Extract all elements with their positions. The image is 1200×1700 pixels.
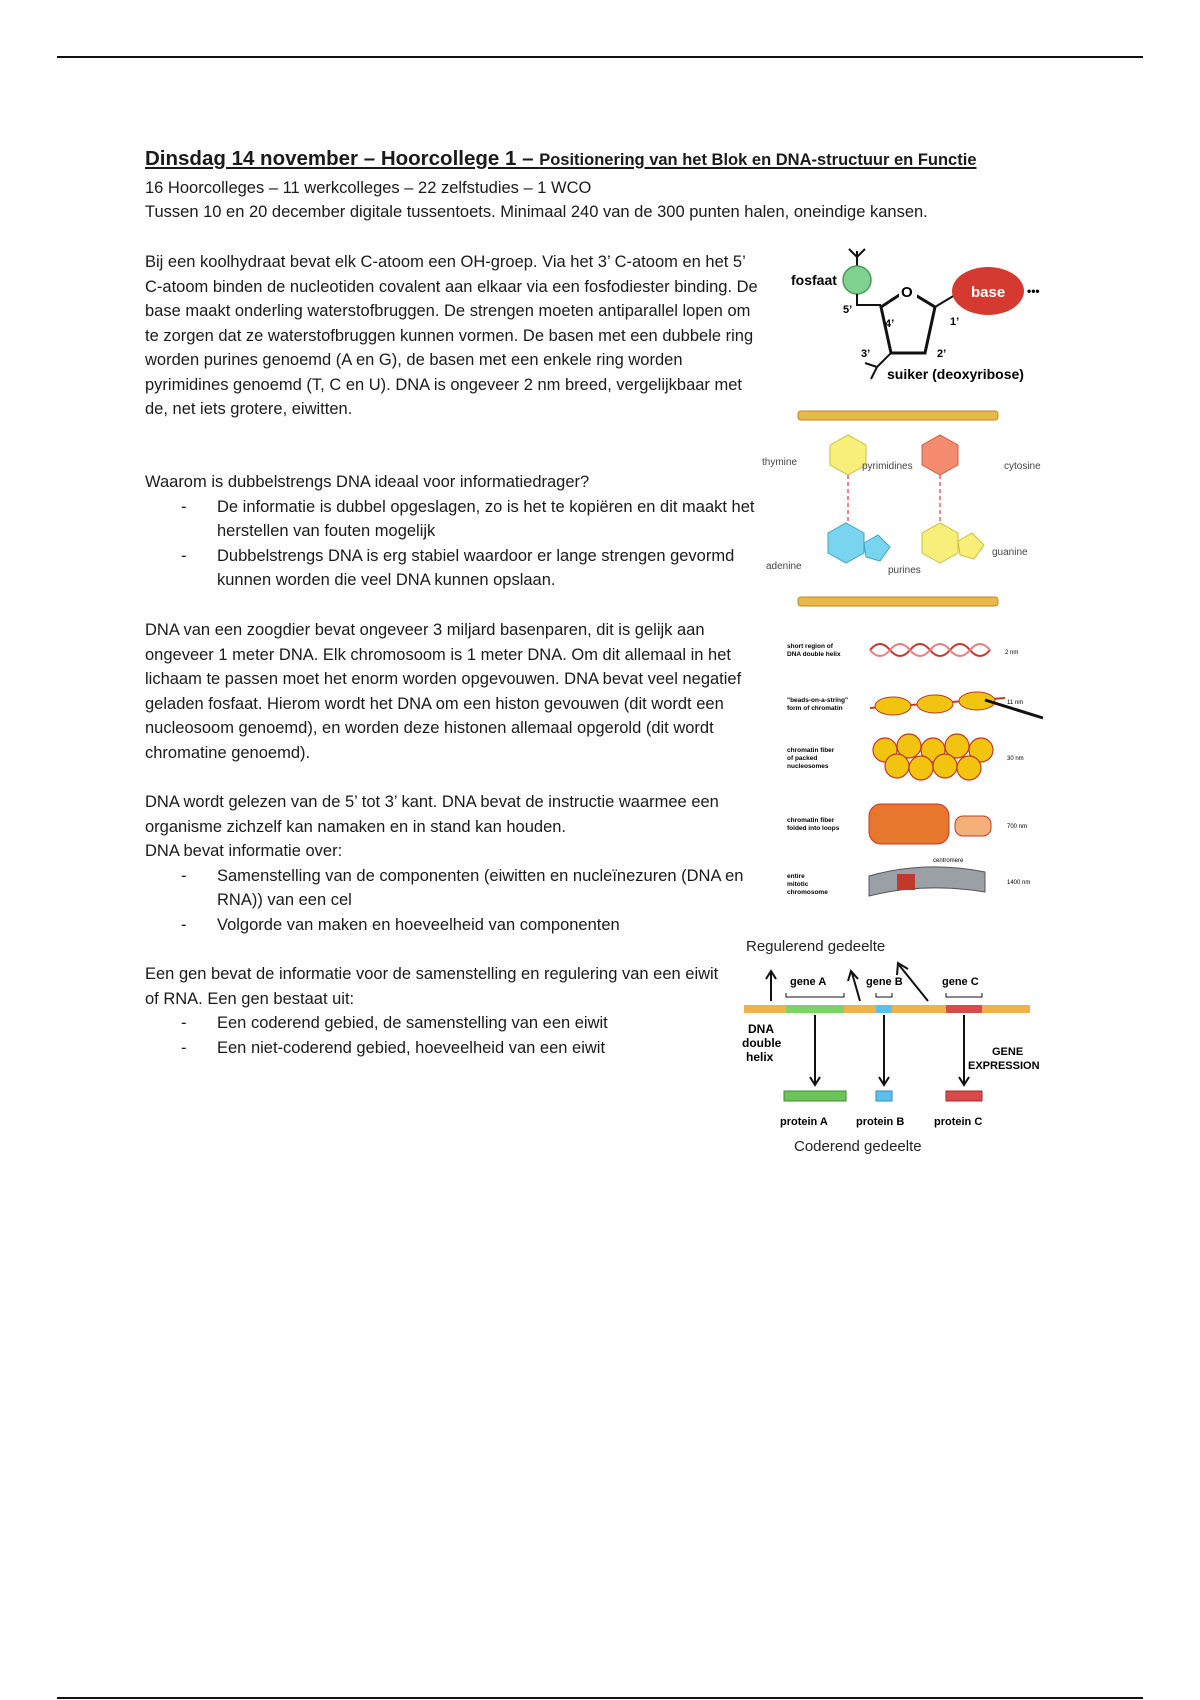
label-3prime: 3’ [861,348,871,360]
backbone-bottom [798,597,998,606]
base-pair-diagram [762,405,1052,615]
label-l1: short region of [787,643,833,650]
list-item: - Samenstelling van de componenten (eiwitten en nucleïnezuren (DNA en RNA)) van een cel [145,864,765,913]
list-item: - De informatie is dubbel opgeslagen, zo is het te kopiëren en dit maakt het herstellen van fouten mogelijk [145,495,765,544]
list-item: - Volgorde van maken en hoeveelheid van componenten [145,913,765,938]
chromatin-diagram [785,638,1050,908]
paragraph-nucleotides [145,250,765,422]
paragraph-question [145,470,765,593]
title-sub: Positionering van het Blok en DNA-structuur en Functie [539,151,977,169]
label-protein-a: protein A [780,1116,828,1128]
label-s2: 11 nm [1007,700,1024,706]
label-s3: 30 nm [1007,756,1024,762]
title-main: Dinsdag 14 november – Hoorcollege 1 – [145,147,534,170]
backbone-top [798,411,998,420]
label-gene-a: gene A [790,976,827,988]
label-fosfaat: fosfaat [791,272,837,288]
label-l2: "beads-on-a-string" [787,697,849,704]
label-protein-c: protein C [934,1116,983,1128]
label-protein-b: protein B [856,1116,905,1128]
question-text: Waarom is dubbelstrengs DNA ideaal voor informatiedrager? [145,473,590,491]
label-s4: 700 nm [1007,824,1028,830]
gene-text: Een gen bevat de informatie voor de samenstelling en regulering van een eiwit of RNA. Een gen bestaat uit: [145,965,719,1008]
list-item: - Een niet-coderend gebied, hoeveelheid van een eiwit [145,1036,735,1061]
reading-text: DNA wordt gelezen van de 5’ tot 3’ kant. DNA bevat de instructie waarmee een organisme zichzelf kan namaken en in stand kan houden. [145,793,719,836]
nucleotide-diagram [785,245,1055,395]
label-ge1: GENE [992,1046,1024,1058]
label-gene-c: gene C [942,976,979,988]
label-2prime: 2’ [937,348,947,360]
label-dna2: double [742,1036,782,1050]
info-heading: DNA bevat informatie over: [145,842,343,860]
phosphate-circle [843,266,871,294]
label-l1b: DNA double helix [787,651,841,658]
paragraph-reading [145,790,765,937]
label-1prime: 1’ [950,316,960,328]
test-info: Tussen 10 en 20 december digitale tussentoets. Minimaal 240 van de 300 punten halen, oneindige kansen. [145,203,928,221]
label-l5c: chromosome [787,889,828,896]
label-dna3: helix [746,1050,774,1064]
label-suiker: suiker (deoxyribose) [887,366,1024,382]
label-pyrimidines: pyrimidines [862,461,913,472]
label-coderend: Coderend gedeelte [794,1138,922,1155]
label-s1: 2 nm [1005,650,1019,656]
list-item: - Dubbelstrengs DNA is erg stabiel waardoor er lange strengen gevormd kunnen worden die veel DNA kunnen opslaan. [145,544,765,593]
label-l5b: mitotic [787,881,809,888]
label-l4b: folded into loops [787,825,840,832]
label-purines: purines [888,565,921,576]
label-adenine: adenine [766,561,802,572]
bottom-rule [57,1697,1143,1699]
question-list [145,495,765,593]
label-cytosine: cytosine [1004,461,1041,472]
list-item: - Een coderend gebied, de samenstelling van een eiwit [145,1011,735,1036]
label-l3: chromatin fiber [787,747,835,754]
gene-list [145,1011,735,1060]
label-oxygen: O [901,284,913,301]
label-regulerend: Regulerend gedeelte [746,938,886,955]
paragraph-gene [145,962,735,1060]
gene-expression-diagram [736,935,1056,1175]
course-summary: 16 Hoorcolleges – 11 werkcolleges – 22 zelfstudies – 1 WCO [145,179,592,197]
protein-c-bar [946,1091,982,1101]
label-thymine: thymine [762,457,798,468]
label-dots: ••• [1027,284,1040,298]
paragraph-nucleotides-text: Bij een koolhydraat bevat elk C-atoom een OH-groep. Via het 3’ C-atoom en het 5’ C-atoom binden de nucleotiden covalent aan elkaar via een fosfodiester binding. De base maakt onderling waterstofbruggen. De strengen moeten antiparallel lopen om te zorgen dat ze waterstofbruggen kunnen vormen. De basen met een dubbele ring worden purines genoemd (A en G), de basen met een enkele ring worden pyrimidines genoemd (T, C en U). DNA is ongeveer 2 nm breed, vergelijkbaar met de, net iets grotere, eiwitten. [145,253,758,418]
label-guanine: guanine [992,547,1028,558]
paragraph-packing-text: DNA van een zoogdier bevat ongeveer 3 miljard basenparen, dit is gelijk aan ongeveer 1 meter DNA. Elk chromosoom is 1 meter DNA. Om dit allemaal in het lichaam te passen moet het enorm worden opgevouwen. DNA bevat veel negatief geladen fosfaat. Hierom wordt het DNA om een histon gevouwen (dit wordt een nucleosoom genoemd), en worden deze histonen allemaal opgerold (dit wordt chromatine genoemd). [145,621,742,762]
label-s5: 1400 nm [1007,880,1031,886]
label-4prime: 4’ [885,318,895,330]
label-l3c: nucleosomes [787,763,829,770]
paragraph-packing [145,618,765,765]
label-l2b: form of chromatin [787,705,843,712]
protein-b-bar [876,1091,892,1101]
label-5prime: 5’ [843,304,853,316]
info-list [145,864,765,938]
label-base: base [971,284,1006,301]
label-l5: entire [787,873,805,880]
label-l3b: of packed [787,755,818,762]
label-dna1: DNA [748,1022,774,1036]
bond-icon [849,249,865,267]
label-gene-b: gene B [866,976,903,988]
label-ge2: EXPRESSION [968,1060,1040,1072]
page-title [145,147,977,171]
top-rule [57,56,1143,58]
label-centromere: centromere [933,858,964,864]
label-l4: chromatin fiber [787,817,835,824]
protein-a-bar [784,1091,846,1101]
